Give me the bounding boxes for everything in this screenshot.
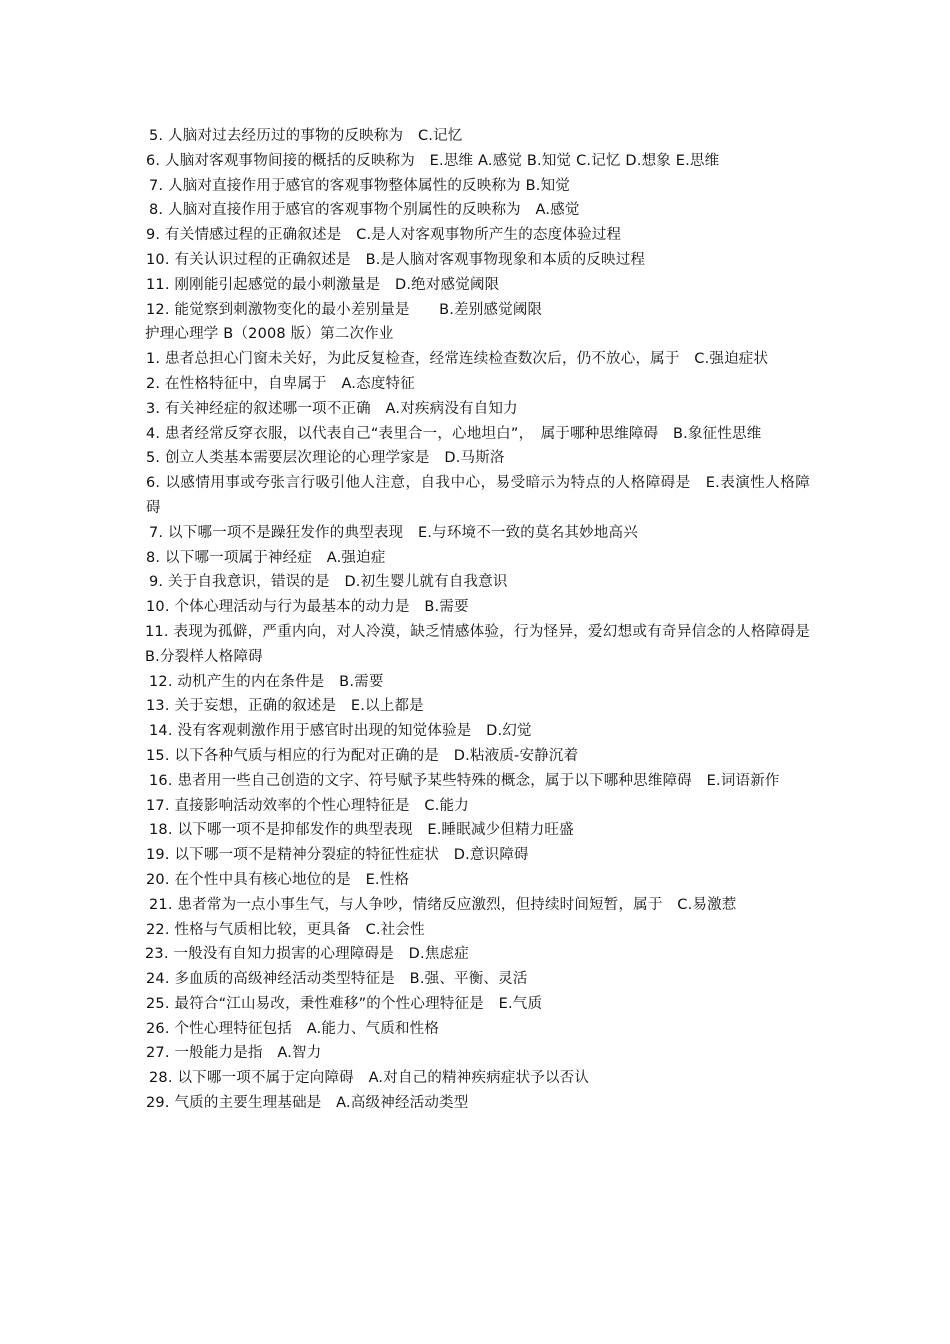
question-line: 23. 一般没有自知力损害的心理障碍是 D.焦虑症 (145, 946, 469, 963)
question-line: 11. 表现为孤僻，严重内向，对人冷漠，缺乏情感体验，行为怪异，爱幻想或有奇异信念的人格障碍是 B.分裂样人格障碍 (145, 623, 825, 665)
question-line: 10. 有关认识过程的正确叙述是 B.是人脑对客观事物现象和本质的反映过程 (146, 251, 646, 268)
question-line: 1. 患者总担心门窗未关好，为此反复检查，经常连续检查数次后，仍不放心，属于 C.强迫症状 (146, 351, 769, 368)
question-line: 2. 在性格特征中，自卑属于 A.态度特征 (146, 375, 415, 392)
question-line: 17. 直接影响活动效率的个性心理特征是 C.能力 (146, 797, 469, 814)
question-line: 5. 创立人类基本需要层次理论的心理学家是 D.马斯洛 (146, 450, 505, 467)
question-line: 26. 个性心理特征包括 A.能力、气质和性格 (146, 1020, 440, 1037)
question-line: 29. 气质的主要生理基础是 A.高级神经活动类型 (146, 1095, 469, 1112)
question-line: 18. 以下哪一项不是抑郁发作的典型表现 E.睡眠减少但精力旺盛 (149, 822, 574, 839)
question-line: 14. 没有客观刺激作用于感官时出现的知觉体验是 D.幻觉 (149, 723, 532, 740)
section-title: 护理心理学 B（2008 版）第二次作业 (145, 326, 394, 343)
question-line: 24. 多血质的高级神经活动类型特征是 B.强、平衡、灵活 (146, 971, 528, 988)
question-line: 13. 关于妄想，正确的叙述是 E.以上都是 (146, 698, 424, 715)
question-line: 20. 在个性中具有核心地位的是 E.性格 (146, 871, 410, 888)
question-line: 5. 人脑对过去经历过的事物的反映称为 C.记忆 (149, 128, 463, 144)
question-line: 21. 患者常为一点小事生气，与人争吵，情绪反应激烈，但持续时间短暂，属于 C.易激惹 (149, 896, 737, 913)
question-line: 6. 以感情用事或夸张言行吸引他人注意，自我中心，易受暗示为特点的人格障碍是 E.表演性人格障碍 (146, 475, 810, 516)
question-line: 10. 个体心理活动与行为最基本的动力是 B.需要 (146, 599, 469, 616)
question-line: 16. 患者用一些自己创造的文字、符号赋予某些特殊的概念，属于以下哪种思维障碍 E.词语新作 (149, 772, 780, 789)
question-line: 7. 人脑对直接作用于感官的客观事物整体属性的反映称为 B.知觉 (149, 177, 571, 194)
question-line: 4. 患者经常反穿衣服，以代表自己“表里合一，心地坦白”， 属于哪种思维障碍 B.象征性思维 (146, 425, 762, 442)
question-line: 25. 最符合“江山易改，秉性难移”的个性心理特征是 E.气质 (146, 995, 543, 1012)
document-body (145, 124, 825, 1116)
question-line: 9. 有关情感过程的正确叙述是 C.是人对客观事物所产生的态度体验过程 (146, 227, 622, 244)
question-line: 9. 关于自我意识，错误的是 D.初生婴儿就有自我意识 (149, 574, 508, 591)
question-line: 11. 刚刚能引起感觉的最小刺激量是 D.绝对感觉阈限 (146, 276, 500, 293)
question-line: 15. 以下各种气质与相应的行为配对正确的是 D.粘液质-安静沉着 (146, 747, 579, 764)
question-line: 28. 以下哪一项不属于定向障碍 A.对自己的精神疾病症状予以否认 (149, 1070, 590, 1087)
question-line: 7. 以下哪一项不是躁狂发作的典型表现 E.与环境不一致的莫名其妙地高兴 (149, 524, 638, 541)
question-line: 3. 有关神经症的叙述哪一项不正确 A.对疾病没有自知力 (146, 400, 518, 417)
question-line: 8. 人脑对直接作用于感官的客观事物个别属性的反映称为 A.感觉 (149, 202, 580, 219)
question-line: 22. 性格与气质相比较，更具备 C.社会性 (146, 921, 425, 938)
question-line: 8. 以下哪一项属于神经症 A.强迫症 (146, 549, 386, 566)
question-line: 19. 以下哪一项不是精神分裂症的特征性症状 D.意识障碍 (146, 847, 529, 864)
question-line: 6. 人脑对客观事物间接的概括的反映称为 E.思维 A.感觉 B.知觉 C.记忆 D.想象 E.思维 (146, 152, 720, 169)
question-line: 12. 能觉察到刺激物变化的最小差别量是 B.差别感觉阈限 (146, 301, 543, 318)
question-line: 12. 动机产生的内在条件是 B.需要 (149, 673, 384, 690)
question-line: 27. 一般能力是指 A.智力 (146, 1045, 322, 1062)
